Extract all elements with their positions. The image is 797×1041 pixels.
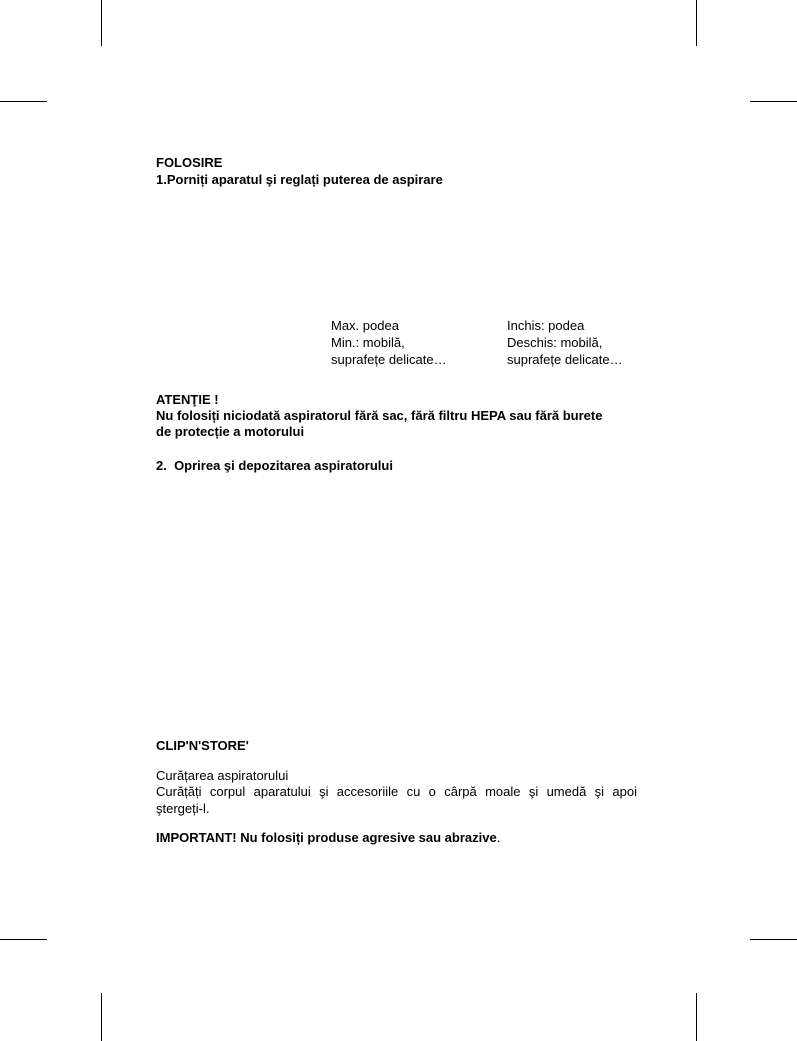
crop-mark xyxy=(750,101,797,102)
cleaning-title: Curățarea aspiratorului xyxy=(156,768,289,783)
crop-mark xyxy=(101,993,102,1041)
clip-store-heading: CLIP'N'STORE' xyxy=(156,738,249,753)
crop-mark xyxy=(0,939,47,940)
crop-mark xyxy=(696,993,697,1041)
warning-line: Nu folosiți niciodată aspiratorul fără sac, fără filtru HEPA sau fără burete xyxy=(156,408,603,423)
cleaning-line: ştergeți-l. xyxy=(156,801,210,816)
setting-line: Deschis: mobilă, xyxy=(507,335,603,350)
step2-heading: 2. Oprirea şi depozitarea aspiratorului xyxy=(156,458,393,473)
crop-mark xyxy=(750,939,797,940)
cleaning-paragraph xyxy=(156,783,637,817)
warning-line: de protecție a motorului xyxy=(156,424,305,439)
important-suffix: . xyxy=(496,830,501,845)
setting-line: suprafețe delicate… xyxy=(507,352,623,367)
power-settings-left xyxy=(331,317,447,368)
cleaning-line: Curățăți corpul aparatului şi accesoriile cu o cârpă moale şi umedă şi apoi xyxy=(156,784,637,799)
power-settings-right xyxy=(507,317,623,368)
setting-line: Max. podea xyxy=(331,318,399,333)
crop-mark xyxy=(696,0,697,46)
setting-line: Inchis: podea xyxy=(507,318,585,333)
important-note xyxy=(156,829,500,846)
crop-mark xyxy=(0,101,47,102)
crop-mark xyxy=(101,0,102,46)
setting-line: suprafețe delicate… xyxy=(331,352,447,367)
setting-line: Min.: mobilă, xyxy=(331,335,405,350)
important-text: IMPORTANT! Nu folosiți produse agresive sau abrazive xyxy=(156,830,497,845)
section-heading: FOLOSIRE xyxy=(156,155,223,170)
warning-title: ATENŢIE ! xyxy=(156,392,219,407)
step1-heading: 1.Porniți aparatul şi reglați puterea de aspirare xyxy=(156,172,443,187)
